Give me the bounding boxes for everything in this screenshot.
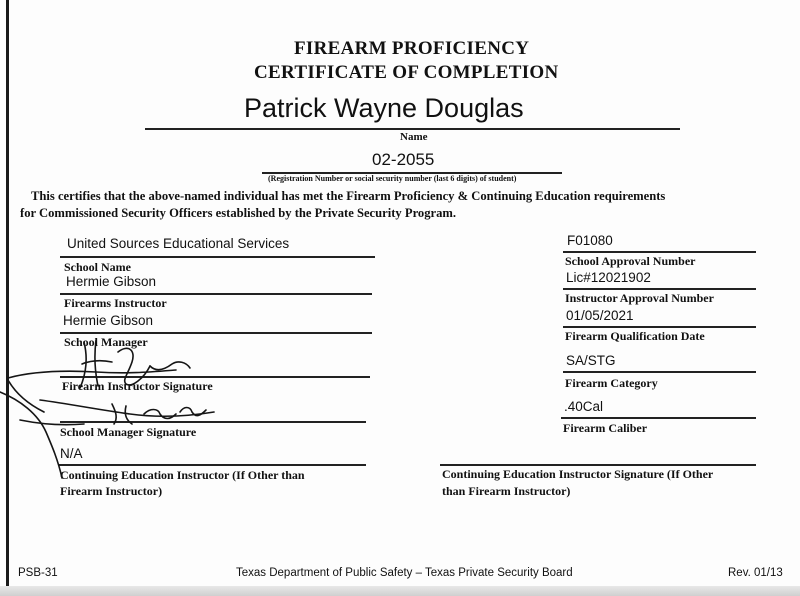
ce-instructor-value: N/A xyxy=(60,446,83,461)
certification-statement-line1: This certifies that the above-named individual has met the Firearm Proficiency & Continuing Education requirements xyxy=(31,189,666,203)
firearm-category-value: SA/STG xyxy=(566,353,616,368)
agency-name: Texas Department of Public Safety – Texas Private Security Board xyxy=(236,567,573,579)
name-label: Name xyxy=(400,131,428,143)
firearm-caliber-value: .40Cal xyxy=(564,399,604,414)
qualification-date-label: Firearm Qualification Date xyxy=(565,329,705,343)
qualification-date-value: 01/05/2021 xyxy=(566,308,634,323)
firearm-category-label: Firearm Category xyxy=(565,376,658,390)
page-bottom-edge xyxy=(0,586,800,596)
certificate-title-line2: CERTIFICATE OF COMPLETION xyxy=(254,62,559,83)
certificate-title-line1: FIREARM PROFICIENCY xyxy=(294,38,530,59)
ce-signature-label-line2: than Firearm Instructor) xyxy=(442,484,571,498)
firearm-instructor-signature-label: Firearm Instructor Signature xyxy=(62,379,213,393)
instructor-approval-value: Lic#12021902 xyxy=(566,270,651,285)
registration-number: 02-2055 xyxy=(372,150,435,169)
form-number: PSB-31 xyxy=(18,567,58,579)
certification-statement-line2: for Commissioned Security Officers established by the Private Security Program. xyxy=(20,206,457,220)
revision-label: Rev. 01/13 xyxy=(728,567,783,579)
school-manager-label: School Manager xyxy=(64,335,148,349)
school-manager-signature-label: School Manager Signature xyxy=(60,425,197,439)
school-manager-value: Hermie Gibson xyxy=(63,313,154,328)
firearm-caliber-label: Firearm Caliber xyxy=(563,421,648,435)
ce-instructor-label-line1: Continuing Education Instructor (If Other than xyxy=(60,468,305,482)
firearms-instructor-value: Hermie Gibson xyxy=(66,274,157,289)
ce-instructor-label-line2: Firearm Instructor) xyxy=(60,484,163,498)
school-name-value: United Sources Educational Services xyxy=(67,236,290,251)
school-approval-label: School Approval Number xyxy=(565,254,696,268)
registration-label: (Registration Number or social security number (last 6 digits) of student) xyxy=(268,174,517,183)
school-name-label: School Name xyxy=(64,260,131,274)
ce-signature-label-line1: Continuing Education Instructor Signature (If Other xyxy=(442,467,714,481)
school-approval-value: F01080 xyxy=(567,233,613,248)
student-name: Patrick Wayne Douglas xyxy=(244,93,524,123)
instructor-approval-label: Instructor Approval Number xyxy=(565,291,714,305)
firearms-instructor-label: Firearms Instructor xyxy=(64,296,167,310)
